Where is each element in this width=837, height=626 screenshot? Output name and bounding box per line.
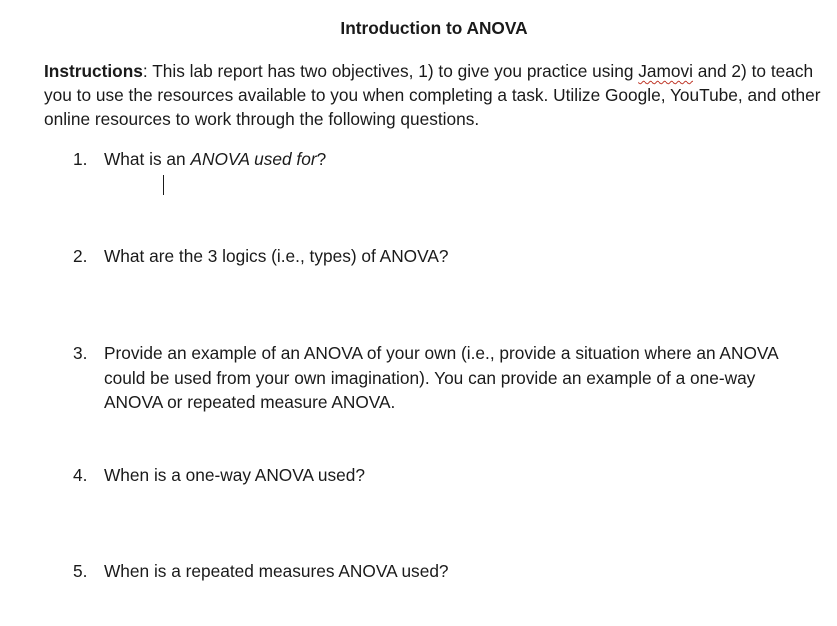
question-4-number: 4.: [73, 465, 88, 485]
question-1-italic-text: ANOVA used for: [190, 149, 317, 169]
instructions-colon: :: [142, 61, 148, 81]
spellcheck-flagged-word[interactable]: Jamovi: [638, 61, 693, 81]
question-1[interactable]: [73, 147, 813, 172]
question-1-text: [104, 147, 813, 172]
question-2-text: What are the 3 logics (i.e., types) of ANOVA?: [104, 246, 449, 266]
instructions-label: Instructions: [44, 61, 143, 81]
document-title: Introduction to ANOVA: [340, 18, 528, 38]
question-5[interactable]: [73, 559, 813, 584]
instructions-paragraph[interactable]: [44, 59, 834, 132]
question-2[interactable]: [73, 244, 813, 269]
question-1-text-after: ?: [316, 149, 327, 169]
instructions-text-before: This lab report has two objectives, 1) to give you practice using: [147, 61, 639, 81]
question-5-text: When is a repeated measures ANOVA used?: [104, 561, 449, 581]
question-5-number: 5.: [73, 561, 88, 581]
instructions-text-after: and 2) to teach you to use the resources available to you when completing a task. Utilize Google, YouTube, and other online resources to work through the following questions.: [44, 61, 821, 130]
question-2-number: 2.: [73, 246, 88, 266]
question-3-number: 3.: [73, 343, 88, 363]
question-4[interactable]: [73, 463, 813, 488]
question-3[interactable]: [73, 341, 813, 415]
question-4-text: When is a one-way ANOVA used?: [104, 465, 365, 485]
question-1-text-before: What is an: [104, 149, 191, 169]
text-cursor: [163, 175, 164, 195]
question-1-number: 1.: [73, 149, 88, 169]
question-3-text: Provide an example of an ANOVA of your own (i.e., provide a situation where an ANOVA could be used from your own imagination). You can provide an example of a one-way ANOVA or repeated measure ANOVA.: [104, 343, 778, 412]
